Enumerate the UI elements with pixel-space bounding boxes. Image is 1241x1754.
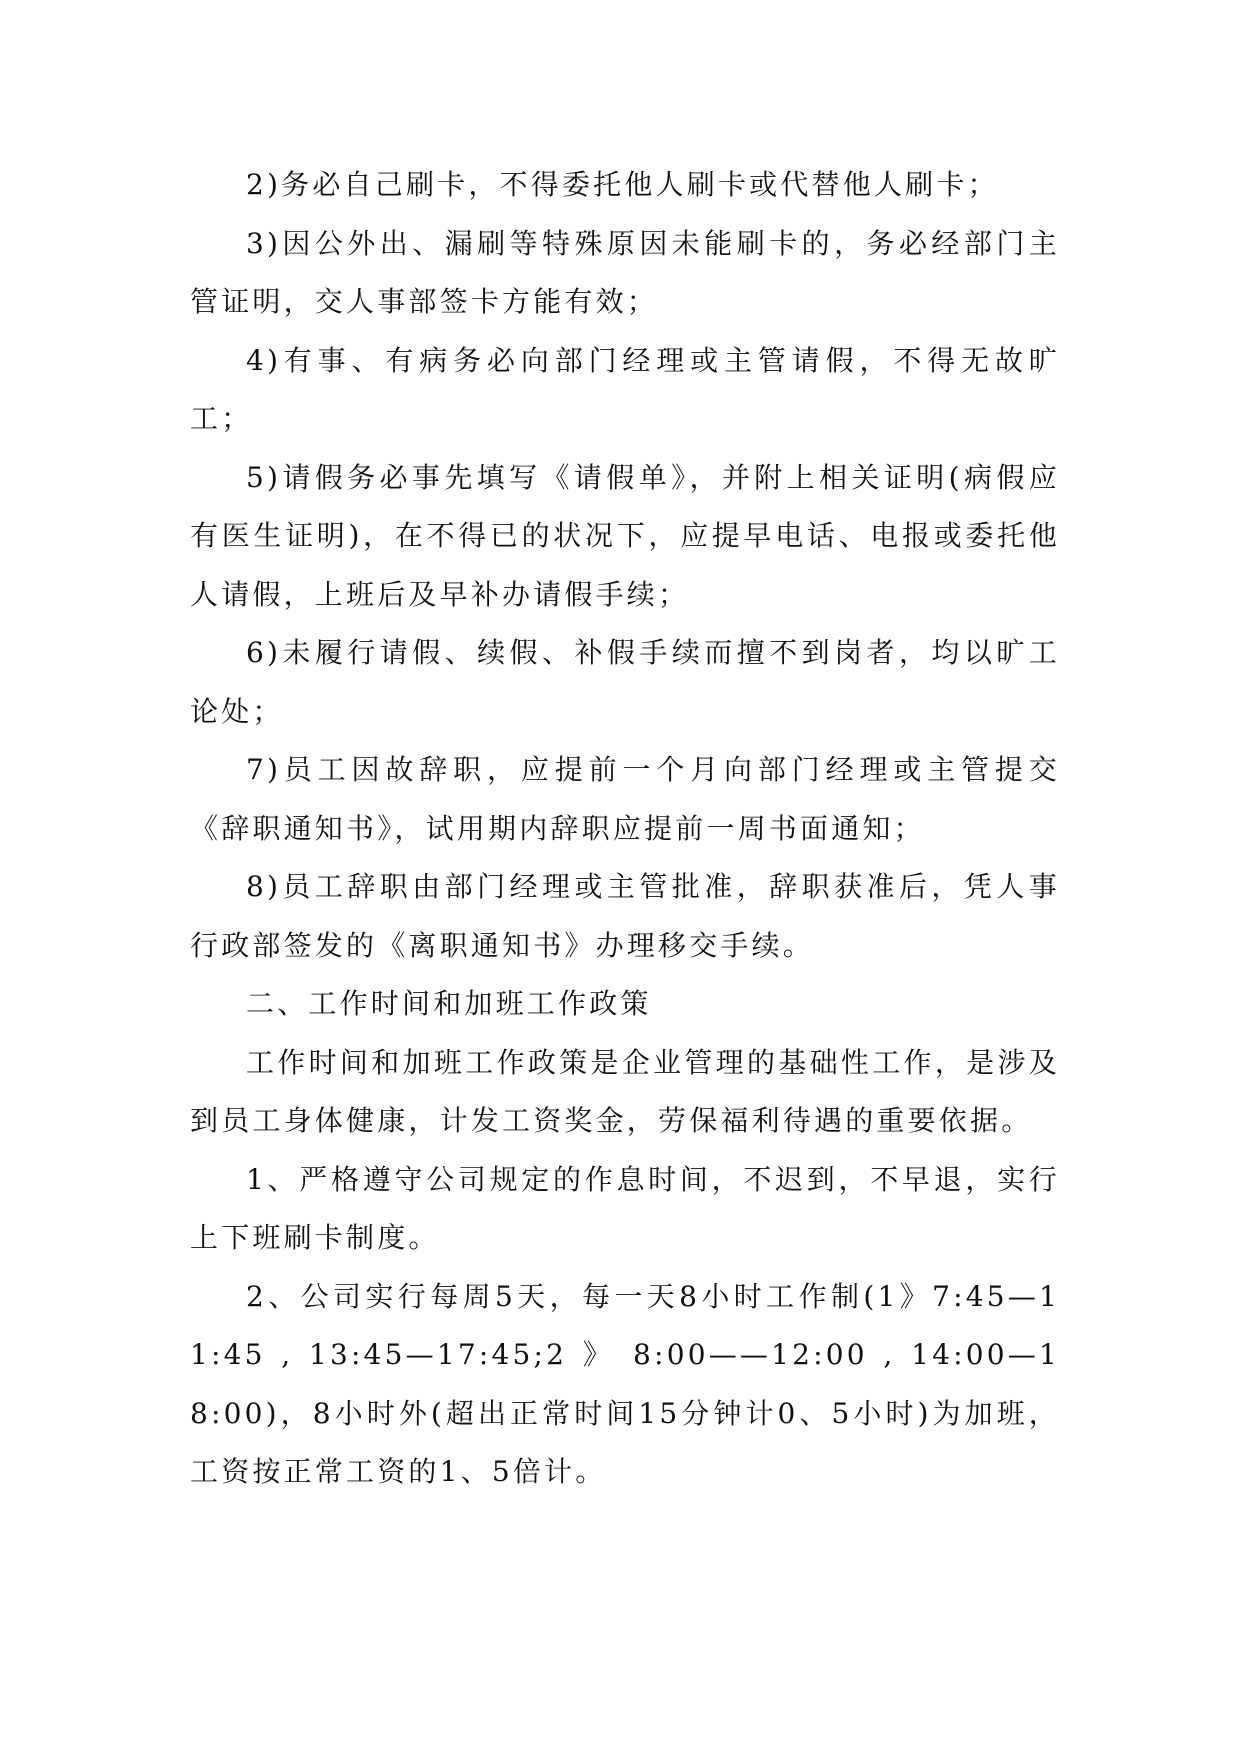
document-body <box>190 156 1060 1502</box>
paragraph-rule-8: 8)员工辞职由部门经理或主管批准，辞职获准后，凭人事行政部签发的《离职通知书》办理移交手续。 <box>190 870 1060 962</box>
paragraph-rule-6: 6)未履行请假、续假、补假手续而擅不到岗者，均以旷工论处； <box>190 636 1060 728</box>
paragraph-rule-4: 4)有事、有病务必向部门经理或主管请假，不得无故旷工； <box>190 343 1060 435</box>
paragraph-item-2: 2、公司实行每周5天，每一天8小时工作制(1》7:45—11:45 , 13:45—17:45;2 》 8:00——12:00 , 14:00—18:00)，8小时外(超出正常时间15分钟计0、5小时)为加班，工资按正常工资的1、5倍计。 <box>190 1279 1060 1488</box>
paragraph-rule-2: 2)务必自己刷卡，不得委托他人刷卡或代替他人刷卡； <box>246 168 999 201</box>
paragraph-section-intro: 工作时间和加班工作政策是企业管理的基础性工作，是涉及到员工身体健康，计发工资奖金，劳保福利待遇的重要依据。 <box>190 1045 1060 1137</box>
section-heading: 二、工作时间和加班工作政策 <box>246 987 652 1020</box>
paragraph-rule-5: 5)请假务必事先填写《请假单》，并附上相关证明(病假应有医生证明)，在不得已的状况下，应提早电话、电报或委托他人请假，上班后及早补办请假手续； <box>190 460 1060 611</box>
paragraph-rule-3: 3)因公外出、漏刷等特殊原因未能刷卡的，务必经部门主管证明，交人事部签卡方能有效； <box>190 226 1060 318</box>
paragraph-rule-7: 7)员工因故辞职，应提前一个月向部门经理或主管提交《辞职通知书》，试用期内辞职应提前一周书面通知； <box>190 753 1060 845</box>
paragraph-item-1: 1、严格遵守公司规定的作息时间，不迟到，不早退，实行上下班刷卡制度。 <box>190 1162 1060 1254</box>
